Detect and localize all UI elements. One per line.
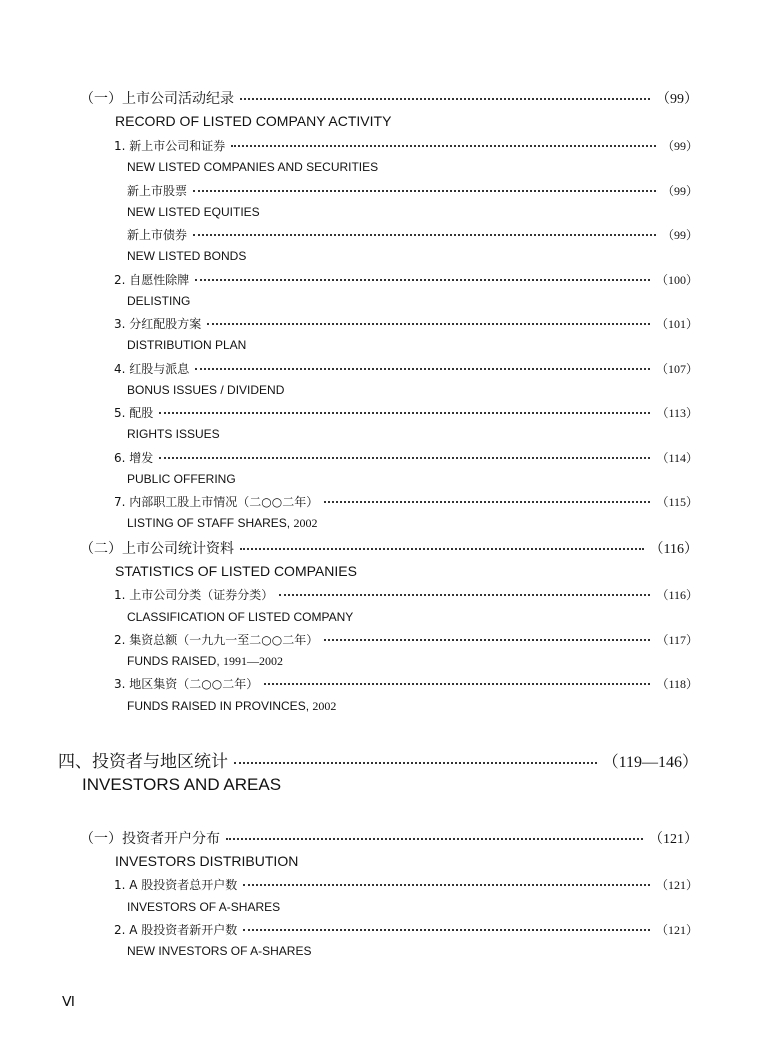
entry-title-zh: （一）投资者开户分布 xyxy=(80,831,220,847)
dot-leader xyxy=(193,189,656,192)
entry-page: （115） xyxy=(656,495,698,509)
entry-title-zh: 3. 地区集资（二○○二年） xyxy=(114,677,259,691)
entry-page: （118） xyxy=(656,677,698,691)
entry-page: （117） xyxy=(656,633,698,647)
toc-section-entry[interactable] xyxy=(80,538,698,558)
entry-year: 1991—2002 xyxy=(223,654,284,668)
entry-page: （99） xyxy=(656,92,698,107)
entry-title-en: NEW LISTED COMPANIES AND SECURITIES xyxy=(127,160,379,174)
dot-leader xyxy=(243,928,650,931)
entry-title-zh: 新上市股票 xyxy=(127,184,188,198)
dot-leader xyxy=(195,367,650,370)
entry-page: （101） xyxy=(655,317,698,331)
entry-title-en-text: FUNDS RAISED IN PROVINCES, xyxy=(127,699,310,713)
entry-page: （116） xyxy=(656,588,698,602)
dot-leader xyxy=(193,233,656,236)
entry-title-en: CLASSIFICATION OF LISTED COMPANY xyxy=(127,610,354,624)
entry-page: （107） xyxy=(655,362,698,376)
dot-leader xyxy=(324,500,650,503)
entry-title-zh: 4. 红股与派息 xyxy=(114,362,190,376)
entry-page: （100） xyxy=(655,273,698,287)
toc-item-entry[interactable] xyxy=(114,449,698,466)
dot-leader xyxy=(240,547,644,550)
toc-item-entry[interactable] xyxy=(114,876,698,893)
dot-leader xyxy=(159,456,650,459)
entry-page: （116） xyxy=(649,542,698,557)
entry-title-en: INVESTORS DISTRIBUTION xyxy=(115,853,299,869)
toc-item-entry[interactable] xyxy=(114,493,698,510)
entry-title-en xyxy=(127,699,336,714)
entry-page: （99） xyxy=(661,139,698,153)
entry-title-zh: 新上市债券 xyxy=(127,228,188,242)
toc-item-entry[interactable] xyxy=(114,586,698,603)
toc-item-entry[interactable] xyxy=(127,182,698,199)
toc-item-entry[interactable] xyxy=(114,137,698,154)
toc-section-entry[interactable] xyxy=(80,828,698,848)
toc-item-entry[interactable] xyxy=(127,226,698,243)
toc-item-entry[interactable] xyxy=(114,675,698,692)
entry-year: 2002 xyxy=(312,699,337,713)
toc-item-entry[interactable] xyxy=(114,315,698,332)
dot-leader xyxy=(207,322,650,325)
entry-title-en: RIGHTS ISSUES xyxy=(127,427,220,441)
page-number: Ⅵ xyxy=(62,995,75,1010)
entry-title-zh: 5. 配股 xyxy=(114,406,154,420)
entry-title-zh: 2. 自愿性除牌 xyxy=(114,273,190,287)
entry-title-en: NEW LISTED BONDS xyxy=(127,249,247,263)
toc-item-entry[interactable] xyxy=(114,921,698,938)
entry-title-zh: 1. 新上市公司和证券 xyxy=(114,139,226,153)
entry-title-en: DELISTING xyxy=(127,294,191,308)
dot-leader xyxy=(159,411,650,414)
dot-leader xyxy=(234,761,597,764)
toc-item-entry[interactable] xyxy=(114,631,698,648)
dot-leader xyxy=(195,278,650,281)
entry-title-zh: 3. 分红配股方案 xyxy=(114,317,202,331)
entry-title-en: NEW INVESTORS OF A-SHARES xyxy=(127,944,312,958)
entry-year: 2002 xyxy=(293,516,318,530)
toc-item-entry[interactable] xyxy=(114,360,698,377)
entry-title-zh: 2. A 股投资者新开户数 xyxy=(114,923,238,937)
entry-page: （121） xyxy=(655,923,698,937)
toc-chapter-entry[interactable] xyxy=(58,747,698,772)
dot-leader xyxy=(264,682,650,685)
entry-title-en: BONUS ISSUES / DIVIDEND xyxy=(127,383,285,397)
entry-title-en: DISTRIBUTION PLAN xyxy=(127,338,247,352)
entry-title-zh: （二）上市公司统计资料 xyxy=(80,541,234,557)
entry-page: （121） xyxy=(655,878,698,892)
entry-title-zh: 2. 集资总额（一九九一至二○○二年） xyxy=(114,633,319,647)
entry-page: （119—146） xyxy=(602,754,698,771)
dot-leader xyxy=(243,883,650,886)
entry-title-en-text: LISTING OF STAFF SHARES, xyxy=(127,516,291,530)
entry-page: （99） xyxy=(661,228,698,242)
entry-title-en: INVESTORS OF A-SHARES xyxy=(127,900,281,914)
entry-page: （99） xyxy=(661,184,698,198)
toc-item-entry[interactable] xyxy=(114,404,698,421)
toc-section-entry[interactable] xyxy=(80,88,698,108)
dot-leader xyxy=(240,97,650,100)
entry-title-zh: （一）上市公司活动纪录 xyxy=(80,91,234,107)
entry-title-en: RECORD OF LISTED COMPANY ACTIVITY xyxy=(115,113,392,129)
entry-title-en: NEW LISTED EQUITIES xyxy=(127,205,260,219)
entry-title-zh: 7. 内部职工股上市情况（二○○二年） xyxy=(114,495,319,509)
entry-page: （113） xyxy=(656,406,698,420)
entry-title-en: PUBLIC OFFERING xyxy=(127,472,236,486)
dot-leader xyxy=(324,638,650,641)
toc-item-entry[interactable] xyxy=(114,271,698,288)
entry-title-en: INVESTORS AND AREAS xyxy=(82,775,282,794)
entry-page: （121） xyxy=(649,832,698,847)
entry-title-en-text: FUNDS RAISED, xyxy=(127,654,220,668)
entry-title-zh: 1. A 股投资者总开户数 xyxy=(114,878,238,892)
entry-title-en: STATISTICS OF LISTED COMPANIES xyxy=(115,563,357,579)
entry-page: （114） xyxy=(656,451,698,465)
entry-title-zh: 四、投资者与地区统计 xyxy=(58,752,228,772)
entry-title-en xyxy=(127,516,317,531)
entry-title-zh: 1. 上市公司分类（证券分类） xyxy=(114,588,274,602)
entry-title-zh: 6. 增发 xyxy=(114,451,154,465)
dot-leader xyxy=(231,144,656,147)
dot-leader xyxy=(226,837,643,840)
dot-leader xyxy=(279,593,650,596)
entry-title-en xyxy=(127,654,283,669)
